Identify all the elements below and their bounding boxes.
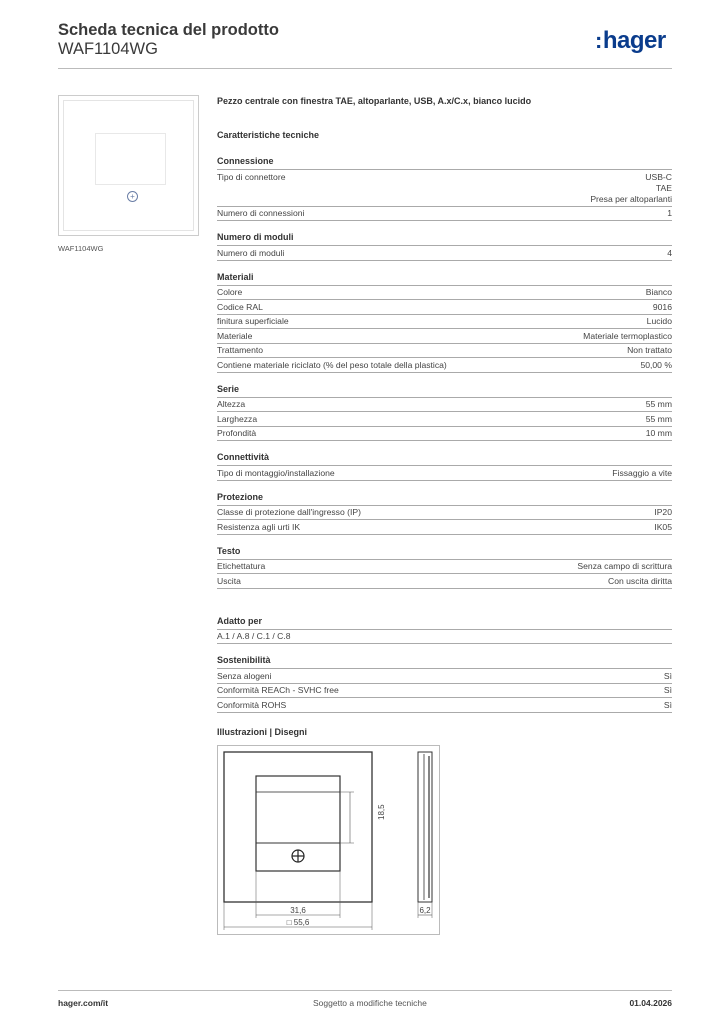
spec-label: Colore	[217, 287, 243, 297]
spec-value	[646, 414, 672, 425]
spec-row	[217, 207, 672, 222]
spec-label: Etichettatura	[217, 561, 266, 571]
spec-value-line: 55 mm	[645, 413, 672, 424]
spec-label: Profondità	[217, 428, 257, 438]
tech-heading: Caratteristiche tecniche	[217, 130, 320, 140]
spec-row	[217, 466, 672, 481]
spec-value-line: Materiale termoplastico	[583, 330, 672, 341]
spec-section	[217, 272, 672, 373]
spec-value	[590, 172, 672, 205]
section-title: Serie	[217, 384, 672, 398]
product-code: WAF1104WG	[58, 40, 158, 58]
spec-row	[217, 669, 672, 684]
spec-value	[646, 428, 672, 439]
spec-label: Tipo di montaggio/installazione	[217, 467, 335, 478]
spec-row	[217, 398, 672, 413]
spec-value	[667, 248, 672, 259]
spec-value-line: 9016	[652, 301, 672, 312]
header-divider	[58, 68, 672, 69]
spec-value	[664, 685, 672, 696]
spec-value	[583, 331, 672, 342]
footer-date: 01.04.2026	[629, 998, 672, 1008]
spec-value-line: Sì	[663, 670, 672, 681]
spec-row	[217, 300, 672, 315]
spec-value	[612, 468, 672, 479]
spec-value-line: Fissaggio a vite	[612, 467, 672, 478]
side-view-outline	[418, 752, 432, 902]
spec-section	[217, 492, 672, 535]
section-title: Numero di moduli	[217, 232, 672, 246]
spec-value-line: 1	[667, 208, 672, 218]
spec-section	[217, 384, 672, 442]
section-title: Testo	[217, 546, 672, 560]
spec-label: Classe di protezione dall'ingresso (IP)	[217, 507, 361, 517]
spec-value	[654, 522, 672, 533]
product-image	[58, 95, 199, 236]
spec-label: Resistenza agli urti IK	[217, 521, 301, 532]
section-title: Connettività	[217, 452, 672, 466]
logo-text: hager	[602, 27, 666, 54]
spec-row	[217, 358, 672, 373]
section-title: Adatto per	[217, 616, 672, 630]
spec-value	[577, 561, 672, 572]
spec-value	[664, 700, 672, 711]
spec-label: A.1 / A.8 / C.1 / C.8	[217, 631, 291, 641]
hager-logo: :hager	[595, 27, 666, 54]
spec-row	[217, 412, 672, 427]
spec-row	[217, 170, 672, 207]
spec-section	[217, 452, 672, 481]
section-spacer	[217, 600, 672, 616]
spec-label: Numero di connessioni	[217, 208, 305, 218]
spec-row	[217, 286, 672, 301]
spec-value	[653, 302, 672, 313]
spec-row	[217, 560, 672, 575]
spec-label: Codice RAL	[217, 301, 263, 312]
spec-row	[217, 698, 672, 713]
spec-value-line: Sì	[663, 699, 672, 710]
section-title: Sostenibilità	[217, 655, 672, 669]
spec-row	[217, 246, 672, 261]
spec-label: Altezza	[217, 399, 246, 409]
spec-label: Contiene materiale riciclato (% del peso totale della plastica)	[217, 359, 447, 370]
spec-value-line: Con uscita diritta	[607, 575, 672, 586]
section-title: Materiali	[217, 272, 672, 286]
spec-value-line: Sì	[663, 685, 672, 695]
spec-label: Trattamento	[217, 345, 264, 355]
spec-value-line: 50,00 %	[640, 359, 672, 370]
footer-website[interactable]: hager.com/it	[58, 998, 109, 1008]
spec-label: Uscita	[217, 575, 241, 586]
product-image-caption: WAF1104WG	[58, 244, 104, 253]
spec-row	[217, 520, 672, 535]
spec-value-line: Presa per altoparlanti	[590, 193, 672, 204]
screw-icon: +	[127, 191, 138, 202]
dim-height-label: 18,5	[377, 804, 386, 820]
spec-row	[217, 315, 672, 330]
spec-value-line: 4	[667, 247, 672, 258]
spec-section	[217, 546, 672, 589]
section-title: Connessione	[217, 156, 672, 170]
footer-note: Soggetto a modifiche tecniche	[313, 998, 427, 1008]
spec-label: finitura superficiale	[217, 316, 289, 326]
footer-divider	[58, 990, 672, 991]
spec-value	[646, 399, 672, 410]
spec-row	[217, 329, 672, 344]
window-top	[256, 776, 340, 792]
spec-value-line: IP20	[654, 507, 672, 517]
spec-value	[646, 287, 672, 298]
drawing-title: Illustrazioni | Disegni	[217, 727, 308, 737]
spec-value	[627, 345, 672, 356]
spec-value	[608, 576, 672, 587]
dim-depth-label: 6,2	[419, 906, 431, 915]
spec-section	[217, 655, 672, 713]
spec-value-line: IK05	[654, 521, 672, 532]
spec-row	[217, 574, 672, 589]
spec-section	[217, 156, 672, 221]
spec-section	[217, 232, 672, 261]
spec-value-line: Bianco	[645, 287, 672, 297]
spec-value-line: Lucido	[646, 316, 672, 326]
section-title: Protezione	[217, 492, 672, 506]
spec-value	[667, 208, 672, 219]
spec-row	[217, 427, 672, 442]
spec-label: Larghezza	[217, 413, 258, 424]
spec-value-line: 55 mm	[645, 399, 672, 409]
spec-section	[217, 616, 672, 645]
drawing-svg	[218, 746, 439, 934]
spec-label: Senza alogeni	[217, 670, 272, 681]
spec-row	[217, 630, 672, 645]
dim-outer-label: □ 55,6	[286, 918, 310, 927]
spec-label: Materiale	[217, 330, 253, 341]
spec-value	[640, 360, 672, 371]
spec-value-line: TAE	[655, 182, 672, 193]
product-description: Pezzo centrale con finestra TAE, altoparlante, USB, A.x/C.x, bianco lucido	[217, 96, 532, 106]
spec-label: Tipo di connettore	[217, 171, 286, 182]
dim-width-label: 31,6	[290, 906, 306, 915]
page-title: Scheda tecnica del prodotto	[58, 21, 279, 39]
spec-label: Conformità ROHS	[217, 699, 287, 710]
technical-drawing	[217, 745, 440, 935]
spec-label: Numero di moduli	[217, 247, 285, 258]
spec-row	[217, 344, 672, 359]
product-window	[95, 133, 166, 185]
spec-value	[654, 507, 672, 518]
spec-label: Conformità REACh - SVHC free	[217, 685, 339, 695]
spec-row	[217, 506, 672, 521]
spec-sections	[217, 156, 672, 724]
spec-value-line: USB-C	[645, 171, 672, 182]
spec-value	[647, 316, 672, 327]
spec-value-line: Senza campo di scrittura	[577, 561, 672, 571]
spec-row	[217, 684, 672, 699]
product-frame	[63, 100, 194, 231]
spec-value	[664, 671, 672, 682]
spec-value-line: 10 mm	[645, 428, 672, 438]
spec-value-line: Non trattato	[627, 345, 672, 355]
